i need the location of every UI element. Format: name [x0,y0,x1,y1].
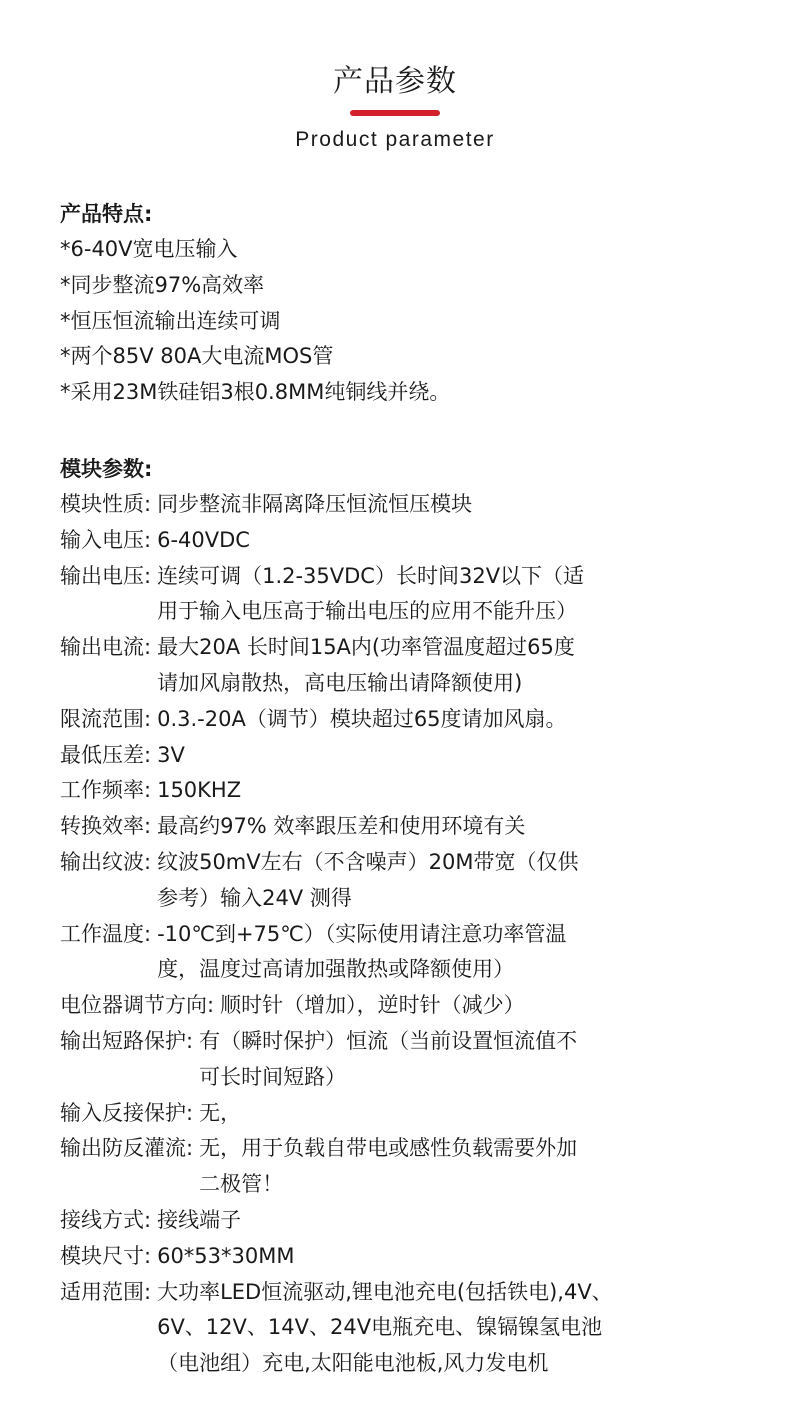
param-value: 最高约97% 效率跟压差和使用环境有关 [157,814,526,839]
param-value: 同步整流非隔离降压恒流恒压模块 [157,491,473,516]
param-row [60,1275,770,1382]
param-value: 60*53*30MM [157,1243,295,1268]
param-row [60,702,770,738]
param-value: 有（瞬时保护）恒流（当前设置恒流值不 可长时间短路） [199,1028,578,1089]
param-label: 适用范围: [60,1279,152,1304]
param-row [60,1024,770,1096]
param-value: 连续可调（1.2-35VDC）长时间32V以下（适 用于输入电压高于输出电压的应用不能升压） [157,563,585,624]
param-label: 输出电压: [60,563,152,588]
param-label: 转换效率: [60,814,152,839]
param-row [60,559,770,631]
param-row [60,773,770,809]
param-label: 输出纹波: [60,849,152,874]
features-list [60,232,770,411]
param-value: 0.3.-20A（调节）模块超过65度请加风扇。 [157,706,567,731]
param-value: 6-40VDC [157,527,250,552]
param-value: 大功率LED恒流驱动,锂电池充电(包括铁电),4V、 6V、12V、14V、24V电瓶充电、镍镉镍氢电池 （电池组）充电,太阳能电池板,风力发电机 [157,1279,613,1376]
params-list [60,487,770,1382]
param-label: 模块尺寸: [60,1243,152,1268]
param-row [60,738,770,774]
param-row [60,1096,770,1132]
page-title: 产品参数 [333,64,457,99]
param-value: 3V [157,742,185,767]
param-row [60,487,770,523]
param-label: 工作频率: [60,778,152,803]
features-title: 产品特点: [60,202,153,226]
param-label: 最低压差: [60,742,152,767]
feature-item: *采用23M铁硅铝3根0.8MM纯铜线并绕。 [60,380,451,405]
param-label: 输出电流: [60,635,152,660]
param-label: 输入电压: [60,527,152,552]
feature-item: *6-40V宽电压输入 [60,237,238,261]
param-label: 输出短路保护: [60,1028,194,1053]
param-value: 纹波50mV左右（不含噪声）20M带宽（仅供 参考）输入24V 测得 [157,849,579,910]
feature-item: *两个85V 80A大电流MOS管 [60,344,334,369]
param-row [60,1239,770,1275]
feature-item: *同步整流97%高效率 [60,272,265,297]
param-label: 电位器调节方向: [60,993,215,1018]
page-subtitle: Product parameter [295,128,495,151]
param-value: 顺时针（增加），逆时针（减少） [220,993,525,1018]
param-row [60,523,770,559]
param-row [60,988,770,1024]
param-label: 限流范围: [60,706,152,731]
param-label: 输出防反灌流: [60,1136,194,1161]
params-title: 模块参数: [60,456,153,481]
param-value: 150KHZ [157,778,242,803]
feature-item: *恒压恒流输出连续可调 [60,308,281,333]
param-value: 最大20A 长时间15A内(功率管温度超过65度 请加风扇散热，高电压输出请降额使用) [157,635,575,695]
param-label: 模块性质: [60,491,152,516]
param-value: 接线端子 [157,1207,242,1232]
title-accent-bar [350,110,440,116]
param-label: 接线方式: [60,1207,152,1232]
param-value: -10℃到+75℃）（实际使用请注意功率管温 度，温度过高请加强散热或降额使用） [157,921,567,982]
param-row [60,1131,770,1203]
param-label: 工作温度: [60,921,152,946]
param-row [60,1203,770,1239]
param-row [60,809,770,845]
param-row [60,845,770,917]
param-row [60,630,770,702]
param-value: 无， [199,1100,242,1125]
param-value: 无，用于负载自带电或感性负载需要外加 二极管！ [199,1136,578,1197]
param-label: 输入反接保护: [60,1100,194,1125]
param-row [60,917,770,989]
content [60,196,770,1382]
